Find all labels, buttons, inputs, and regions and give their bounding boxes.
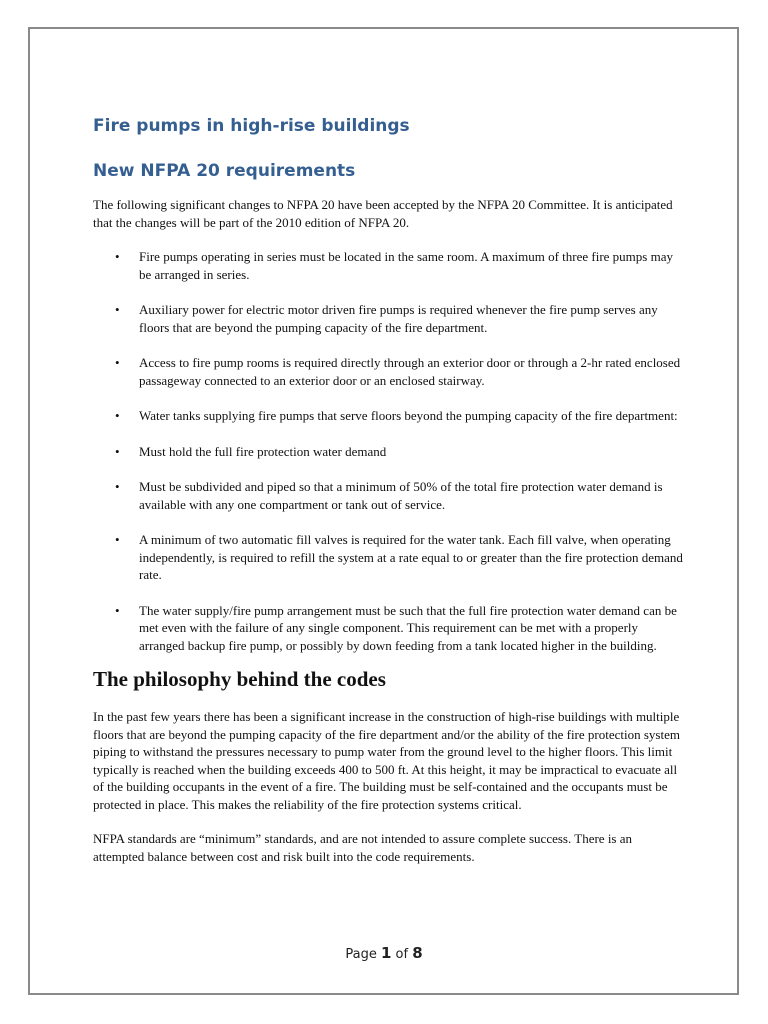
requirements-list (93, 248, 683, 654)
subtitle-heading: New NFPA 20 requirements (93, 161, 356, 181)
list-item-text: Access to fire pump rooms is required directly through an exterior door or through a 2-hr rated enclosed passageway connected to an exterior door or an enclosed stairway. (139, 355, 681, 388)
list-item-text: Must be subdivided and piped so that a minimum of 50% of the total fire protection water demand is available with any one compartment or tank out of service. (139, 479, 663, 512)
title-heading: Fire pumps in high-rise buildings (93, 116, 410, 136)
list-item-text: A minimum of two automatic fill valves is required for the water tank. Each fill valve, when operating independently, is required to refill the system at a rate equal to or greater than the fire protection demand rate. (139, 532, 683, 582)
philosophy-paragraph: In the past few years there has been a significant increase in the construction of high-rise buildings with multiple floors that are beyond the pumping capacity of the fire department and/or the ability of the fire protection system piping to withstand the pressures necessary to pump water from the ground level to the higher floors. This limit typically is reached when the building exceeds 400 to 500 ft. At this height, it may be impractical to evacuate all of the building occupants in the event of a fire. The building must be self-contained and the occupants must be protected in place. This makes the reliability of the fire protection systems critical. (93, 709, 680, 812)
bullet-icon: • (115, 355, 120, 370)
section-heading: The philosophy behind the codes (93, 667, 386, 691)
list-item (93, 354, 683, 389)
of-label: of (395, 947, 409, 962)
bullet-icon: • (115, 249, 120, 264)
list-item-text: Fire pumps operating in series must be located in the same room. A maximum of three fire pumps may be arranged in series. (139, 249, 673, 282)
page-footer (0, 944, 768, 962)
bullet-icon: • (115, 408, 120, 423)
list-item-text: Auxiliary power for electric motor driven fire pumps is required whenever the fire pump serves any floors that are beyond the pumping capacity of the fire department. (139, 302, 658, 335)
list-item (93, 248, 683, 283)
list-item (93, 602, 683, 655)
list-item (93, 478, 683, 513)
list-item (93, 443, 683, 461)
list-item (93, 407, 683, 425)
list-item-text: Water tanks supplying fire pumps that serve floors beyond the pumping capacity of the fire department: (139, 408, 678, 423)
intro-paragraph: The following significant changes to NFPA 20 have been accepted by the NFPA 20 Committee. It is anticipated that the changes will be part of the 2010 edition of NFPA 20. (93, 197, 673, 230)
list-item (93, 531, 683, 584)
total-pages-number: 8 (412, 944, 423, 962)
bullet-icon: • (115, 302, 120, 317)
document-content (93, 112, 683, 882)
bullet-icon: • (115, 479, 120, 494)
list-item (93, 301, 683, 336)
bullet-icon: • (115, 532, 120, 547)
bullet-icon: • (115, 443, 120, 459)
standards-paragraph: NFPA standards are “minimum” standards, and are not intended to assure complete success. There is an attempted balance between cost and risk built into the code requirements. (93, 831, 633, 864)
list-item-text: Must hold the full fire protection water demand (139, 443, 387, 459)
current-page-number: 1 (380, 944, 392, 962)
bullet-icon: • (115, 602, 120, 618)
page-label: Page (345, 947, 377, 962)
list-item-text: The water supply/fire pump arrangement must be such that the full fire protection water demand can be met even with the failure of any single component. This requirement can be met with a properly arranged backup fire pump, or possibly by down feeding from a tank located higher in the building. (139, 602, 677, 653)
